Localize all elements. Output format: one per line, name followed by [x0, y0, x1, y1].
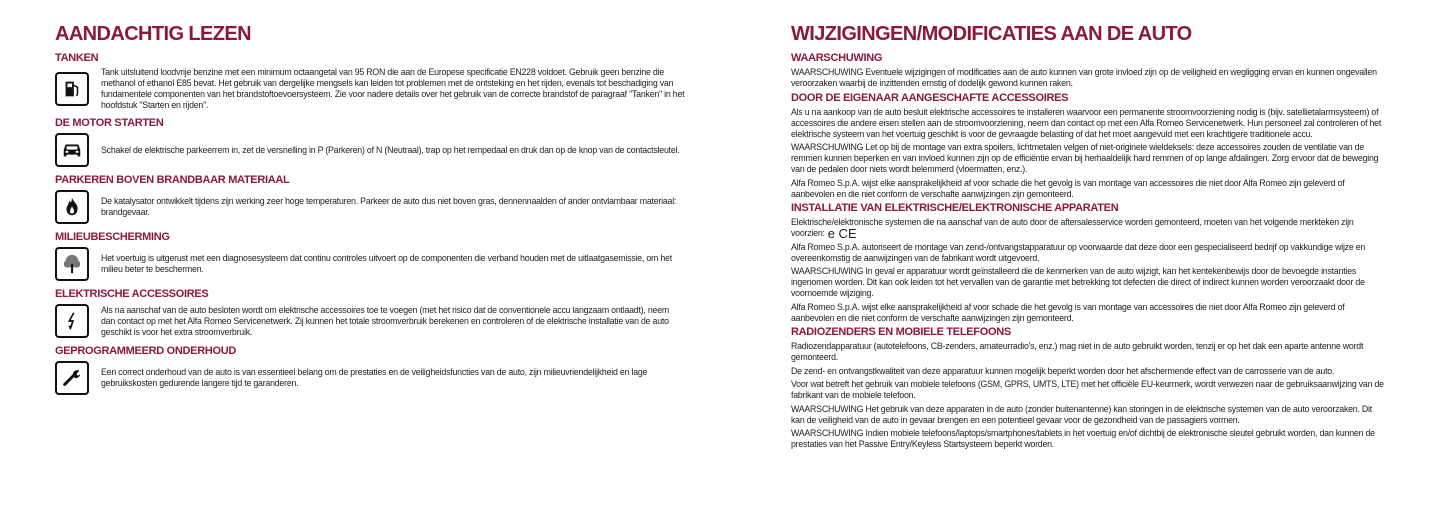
paragraph: Als u na aankoop van de auto besluit elektrische accessoires te installeren waarvoor een permanente stroomvoorziening nodig is (bijv. satellietalarmsysteem) of accessoires die andere eisen stellen aan de stroomvoorziening, neem dan contact op met een Alfa Romeo Servicenetwerk. Hun personeel zal controleren of het elektrische systeem van het voertuig geschikt is voor de gevraagde belasting of dat het moet aangevuld met een krachtigere traditionele accu. [791, 106, 1382, 139]
section-heading: DOOR DE EIGENAAR AANGESCHAFTE ACCESSOIRES [791, 91, 1069, 104]
section-accessoires-eigenaar [791, 92, 1387, 200]
paragraph: Alfa Romeo S.p.A. autoriseert de montage van zend-/ontvangstapparatuur op voorwaarde dat deze door een gespecialiseerd bedrijf op vakkundige wijze en overeenkomstig de aanwijzingen van de fabrikant wordt uitgevoerd. [791, 241, 1366, 263]
section-heading: TANKEN [55, 52, 99, 64]
section-parkeren [55, 174, 685, 225]
paragraph: De zend- en ontvangstkwaliteit van deze apparatuur kunnen mogelijk beperkt worden door het afschermende effect van de carrosserie van de auto. [791, 365, 1335, 376]
paragraph: WAARSCHUWING Let op bij de montage van extra spoilers, lichtmetalen velgen of niet-originele wieldeksels: deze accessoires zouden de ventilatie van de remmen kunnen beperken en van invloed kunnen zijn op de efficiëntie ervan bij herhaaldelijk hard remmen of op lange afdalingen. Zorg ervoor dat de beweging van de pedalen door niets wordt belemmerd (vloermatten, enz.). [791, 142, 1379, 174]
section-text: Het voertuig is uitgerust met een diagnosesysteem dat continu controles uitvoert op de componenten die verband houden met de uitlaatgasemissie, om het milieu beter te beschermen. [101, 253, 672, 274]
section-heading: INSTALLATIE VAN ELEKTRISCHE/ELEKTRONISCHE APPARATEN [791, 202, 1119, 214]
section-text: Schakel de elektrische parkeerrem in, zet de versnelling in P (Parkeren) of N (Neutraal), trap op het rempedaal en druk dan op de knop van de contactsleutel. [101, 144, 680, 155]
section-installatie [791, 202, 1387, 324]
section-motor-starten [55, 117, 685, 168]
section-elektrische-accessoires [55, 288, 685, 339]
section-heading: PARKEREN BOVEN BRANDBAAR MATERIAAL [55, 174, 290, 186]
section-text: Tank uitsluitend loodvrije benzine met een minimum octaangetal van 95 RON die aan de Europese specificatie EN228 voldoet. Gebruik geen benzine die methanol of ethanol E85 bevat. Het gebruik van dergelijke mengsels kan leiden tot problemen met de ontsteking en het rijden, evenals tot beschadiging van fundamentele componenten van het brandstoftoevoersysteem. Zie voor nadere details over het gebruik van de correcte brandstof de paragraaf "Tanken" in het hoofdstuk "Starten en rijden". [101, 67, 685, 110]
paragraph [791, 217, 1387, 239]
paragraph-text: Elektrische/elektronische systemen die na aanschaf van de auto door de aftersalesservice worden gemonteerd, moeten van het volgende merkteken zijn voorzien: [791, 217, 1354, 238]
section-milieubescherming [55, 231, 685, 282]
ce-mark-icon: e CE [827, 226, 857, 241]
fuel-pump-icon [55, 72, 89, 106]
paragraph: WAARSCHUWING Het gebruik van deze apparaten in de auto (zonder buitenantenne) kan storingen in de elektrische systemen van de auto veroorzaken. Dit kan de veiligheid van de auto in gevaar brengen en een potentieel gevaar voor de gezondheid van de passagiers vormen. [791, 403, 1373, 425]
section-heading: RADIOZENDERS EN MOBIELE TELEFOONS [791, 326, 1011, 338]
page-title-left: AANDACHTIG LEZEN [55, 23, 251, 45]
left-column [55, 22, 685, 402]
page-title-right: WIJZIGINGEN/MODIFICATIES AAN DE AUTO [791, 23, 1192, 45]
section-heading: ELEKTRISCHE ACCESSOIRES [55, 288, 209, 300]
section-text: Een correct onderhoud van de auto is van essentieel belang om de prestaties en de veiligheidsfuncties van de auto, zijn milieuvriendelijkheid en lage gebruikskosten gedurende langere tijd te garanderen. [101, 367, 648, 388]
paragraph: Alfa Romeo S.p.A. wijst elke aansprakelijkheid af voor schade die het gevolg is van montage van accessoires die niet door Alfa Romeo zijn geleverd of aanbevolen en die niet conform de verschafte aanwijzingen zijn gemonteerd. [791, 301, 1345, 323]
section-text: De katalysator ontwikkelt tijdens zijn werking zeer hoge temperaturen. Parkeer de auto dus niet boven gras, dennennaalden of ander ontvlambaar materiaal: brandgevaar. [101, 196, 677, 217]
right-column [791, 22, 1387, 453]
paragraph: Alfa Romeo S.p.A. wijst elke aansprakelijkheid af voor schade die het gevolg is van montage van accessoires die niet door Alfa Romeo zijn geleverd of aanbevolen en die niet conform de verschafte aanwijzingen zijn gemonteerd. [791, 177, 1345, 199]
section-heading: WAARSCHUWING [791, 52, 883, 64]
paragraph: Voor wat betreft het gebruik van mobiele telefoons (GSM, GPRS, UMTS, LTE) met het officiële EU-keurmerk, wordt verwezen naar de gebruiksaanwijzing van de fabrikant van de mobiele telefoon. [791, 379, 1384, 400]
paragraph: WAARSCHUWING Eventuele wijzigingen of modificaties aan de auto kunnen van grote invloed zijn op de veiligheid en wegligging ervan en kunnen ongevallen veroorzaken waarbij de inzittenden ernstig of dodelijk gewond kunnen raken. [791, 67, 1377, 88]
section-waarschuwing [791, 52, 1387, 89]
paragraph: WAARSCHUWING Indien mobiele telefoons/laptops/smartphones/tablets in het voertuig en/of dichtbij de elektronische sleutel gebruikt worden, dan kunnen de prestaties van het Passive Entry/Keyless Startsysteem beperkt worden. [791, 428, 1375, 449]
wrench-icon [55, 361, 89, 395]
lightning-icon [55, 304, 89, 338]
section-text: Als na aanschaf van de auto besloten wordt om elektrische accessoires toe te voegen (met het risico dat de conventionele accu langzaam ontlaadt), neem dan contact op met het Alfa Romeo Servicenetwerk. Zij kunnen het totale stroomverbruik berekenen en controleren of de elektrische installatie van de auto geschikt is voor het extra stroomverbruik. [101, 304, 669, 337]
section-heading: GEPROGRAMMEERD ONDERHOUD [55, 345, 237, 357]
section-radiozenders [791, 326, 1387, 450]
section-tanken [55, 52, 685, 111]
car-icon [55, 133, 89, 167]
paragraph: Radiozendapparatuur (autotelefoons, CB-zenders, amateurradio's, enz.) mag niet in de auto gebruikt worden, tenzij er op het dak een aparte antenne wordt gemonteerd. [791, 341, 1364, 362]
tree-icon [55, 247, 89, 281]
paragraph: WAARSCHUWING In geval er apparatuur wordt geïnstalleerd die de kenmerken van de auto wijzigt, kan het kentekenbewijs door de bevoegde instanties ingenomen worden. Dit kan ook leiden tot het vervallen van de garantie met betrekking tot defecten die direct of indirect kunnen worden veroorzaakt door de voornoemde wijziging. [791, 266, 1365, 298]
section-onderhoud [55, 345, 685, 396]
section-heading: MILIEUBESCHERMING [55, 231, 170, 243]
fire-icon [55, 190, 89, 224]
section-heading: DE MOTOR STARTEN [55, 117, 164, 129]
